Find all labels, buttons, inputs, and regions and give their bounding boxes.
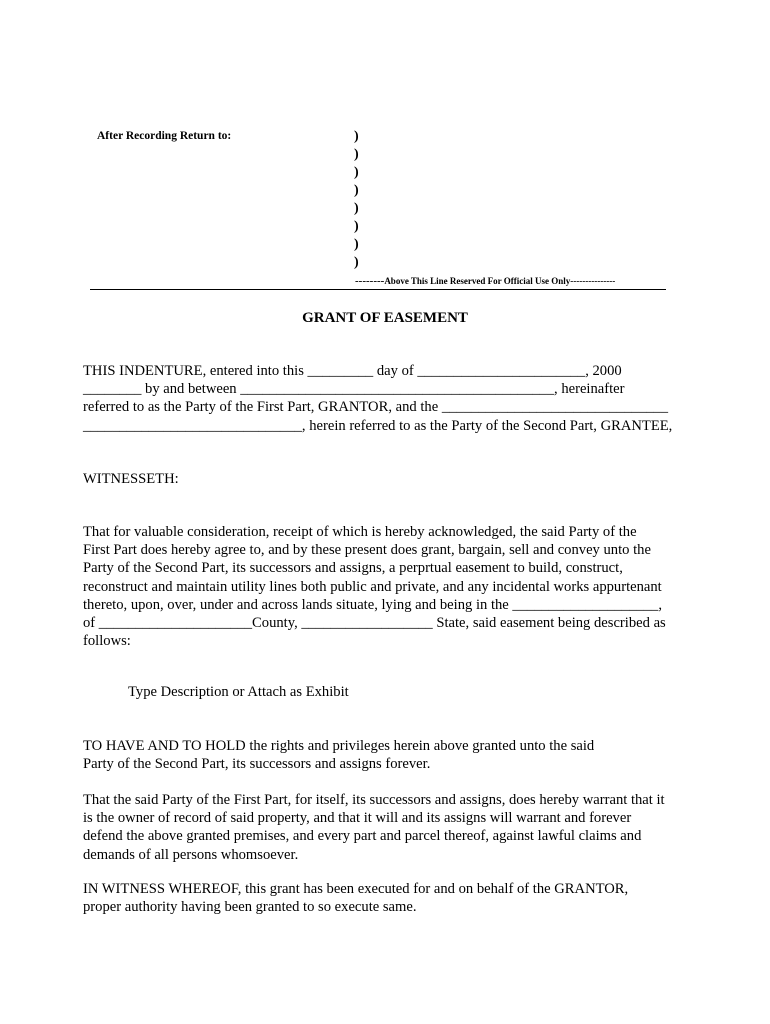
paragraph-line: IN WITNESS WHEREOF, this grant has been executed for and on behalf of the GRANTOR,	[83, 881, 629, 897]
recording-address-brackets	[354, 128, 359, 272]
paragraph-line: defend the above granted premises, and every part and parcel thereof, against lawful claims and	[83, 828, 642, 845]
paragraph-line: That for valuable consideration, receipt of which is hereby acknowledged, the said Party of the	[83, 524, 637, 540]
bracket: )	[354, 219, 359, 234]
dash-right: ---------------	[570, 276, 616, 286]
paragraph-line: TO HAVE AND TO HOLD the rights and privileges herein above granted unto the said	[83, 738, 595, 754]
bracket: )	[354, 129, 359, 144]
paragraph-line: is the owner of record of said property, and that it will and its assigns will warrant and forever	[83, 810, 632, 827]
bracket: )	[354, 165, 359, 180]
indenture-paragraph	[83, 362, 693, 435]
paragraph-line: proper authority having been granted to so execute same.	[83, 899, 417, 916]
bracket: )	[354, 201, 359, 216]
paragraph-line: Party of the Second Part, its successors and assigns, a perprtual easement to build, construct,	[83, 560, 623, 577]
paragraph-line: thereto, upon, over, under and across lands situate, lying and being in the ____________________,	[83, 596, 663, 613]
witness-paragraph	[83, 880, 693, 916]
bracket: )	[354, 147, 359, 162]
paragraph-line: demands of all persons whomsoever.	[83, 846, 299, 863]
paragraph-line: reconstruct and maintain utility lines both public and private, and any incidental works appurtenant	[83, 578, 662, 595]
reserved-divider-line	[90, 289, 666, 290]
description-placeholder: Type Description or Attach as Exhibit	[128, 684, 349, 700]
paragraph-line: First Part does hereby agree to, and by these present does grant, bargain, sell and convey unto the	[83, 542, 651, 559]
paragraph-line: ________ by and between ___________________________________________, hereinafter	[83, 381, 625, 398]
habendum-paragraph	[83, 737, 693, 773]
bracket: )	[354, 237, 359, 252]
paragraph-line: That the said Party of the First Part, for itself, its successors and assigns, does hereby warrant that it	[83, 792, 665, 808]
paragraph-line: ______________________________, herein referred to as the Party of the Second Part, GRANTEE,	[83, 417, 673, 434]
warranty-paragraph	[83, 791, 693, 864]
consideration-paragraph	[83, 523, 693, 650]
paragraph-line: THIS INDENTURE, entered into this _________ day of _______________________, 2000	[83, 363, 622, 379]
bracket: )	[354, 255, 359, 270]
paragraph-line: follows:	[83, 633, 131, 650]
paragraph-line: Party of the Second Part, its successors and assigns forever.	[83, 756, 431, 773]
official-use-text: Above This Line Reserved For Official Use Only	[384, 276, 571, 286]
paragraph-line: referred to as the Party of the First Part, GRANTOR, and the _______________________________	[83, 399, 669, 416]
dash-left: --------	[355, 275, 385, 287]
bracket: )	[354, 183, 359, 198]
recording-return-label: After Recording Return to:	[97, 130, 232, 142]
paragraph-line: of _____________________County, __________________ State, said easement being described as	[83, 615, 666, 632]
official-use-notice	[355, 275, 657, 287]
witnesseth-heading: WITNESSETH:	[83, 471, 179, 487]
document-title: GRANT OF EASEMENT	[302, 310, 468, 326]
